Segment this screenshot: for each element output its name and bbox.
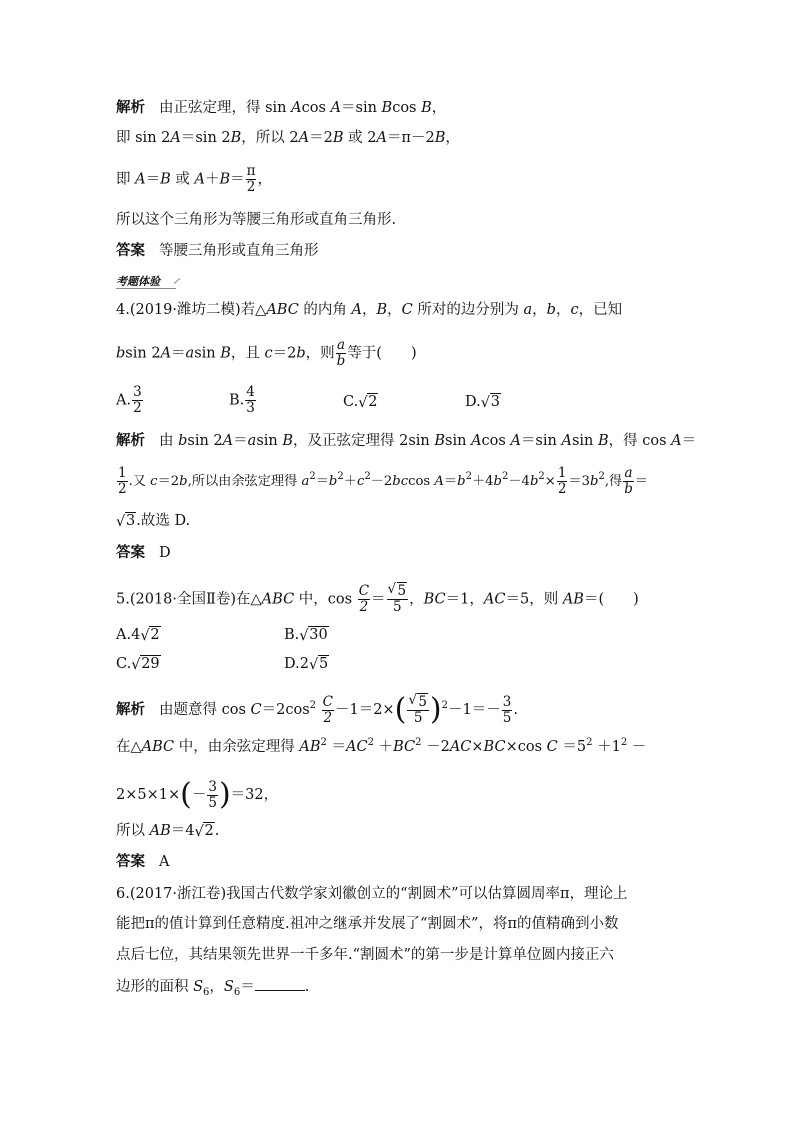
q4-option-b: B. $\frac{4}{3}$ [229, 384, 255, 416]
q4-option-c: C.√ 2 [343, 392, 378, 412]
q4-analysis-line-1: 解析 由 bsin 2A＝asin B，及正弦定理得 2sin Bsin Acos A＝sin Asin B，得 cos A＝ [116, 433, 697, 449]
q5-option-a: A.4√ 2 [116, 625, 161, 645]
q5-analysis-line-3: 2×5×1×(－ $\frac{3}{5}$ )＝32， [116, 777, 279, 812]
analysis-label: 解析 [116, 433, 145, 449]
q5-answer: 答案 A [116, 854, 170, 870]
q6-stem-line-3: 点后七位，其结果领先世界一千多年.“割圆术”的第一步是计算单位圆内接正六 [116, 947, 614, 963]
section-tag-underline [116, 288, 176, 289]
answer-blank[interactable] [255, 976, 305, 991]
q6-stem-line-1: 6.(2017·浙江卷)我国古代数学家刘徽创立的“割圆术”可以估算圆周率π，理论上 [116, 886, 628, 902]
q5-option-b: B.√ 30 [284, 625, 329, 645]
answer-label: 答案 [116, 243, 145, 259]
q3-analysis-line-2: 即 sin 2A＝sin 2B，所以 2A＝2B 或 2A＝π－2B， [116, 130, 460, 146]
q4-answer: 答案 D [116, 545, 171, 561]
q4-analysis-line-3: √ 3.故选 D. [116, 511, 190, 531]
section-tag: 考题体验 [116, 275, 160, 288]
q3-answer: 答案 等腰三角形或直角三角形 [116, 243, 319, 259]
q4-option-a: A. $\frac{3}{2}$ [116, 384, 142, 416]
q3-analysis-line-3: 即 A＝B 或 A＋B＝ $\frac{\pi}{2}$ ， [116, 163, 272, 195]
q4-option-d: D.√ 3 [465, 392, 501, 412]
q4-stem-line-1: 4.(2019·潍坊二模)若△ABC 的内角 A，B，C 所对的边分别为 a，b，c，已知 [116, 302, 623, 318]
q5-analysis-line-4: 所以 AB＝4√ 2. [116, 821, 219, 841]
analysis-label: 解析 [116, 100, 145, 116]
analysis-label: 解析 [116, 702, 145, 718]
q3-analysis-line-1: 解析 由正弦定理，得 sin Acos A＝sin Bcos B， [116, 100, 447, 116]
q5-analysis-line-1: 解析 由题意得 $\cos C=2\cos^2$ $\frac{C}{2}$ －1＝2×( √ $\frac{5}{5}$ )$^2$－1＝－ $\frac{3}{5}$ . [116, 692, 518, 728]
q5-option-c: C.√ 29 [116, 654, 161, 674]
q6-stem-line-2: 能把π的值计算到任意精度.祖冲之继承并发展了“割圆术”，将π的值精确到小数 [116, 916, 619, 932]
q5-stem: 5.(2018·全国Ⅱ卷)在△ABC 中，cos $\frac{C}{2}$ ＝ √ $\frac{5}{5}$ ，BC＝1，AC＝5，则 AB＝( ) [116, 584, 639, 615]
answer-label: 答案 [116, 854, 145, 870]
q3-analysis-line-4: 所以这个三角形为等腰三角形或直角三角形. [116, 212, 397, 228]
q5-option-d: D.2√ 5 [284, 654, 329, 674]
answer-label: 答案 [116, 545, 145, 561]
fraction: $\frac{\pi}{2}$ [246, 163, 256, 195]
q5-analysis-line-2: 在△ABC 中，由余弦定理得 $AB^2 =AC^2 +BC^2 -2AC\times BC\times\cos$ $C =5^2 +1^2$ － [116, 737, 647, 755]
q6-stem-line-4: 边形的面积 $S_6$，$S_6=$ . [116, 976, 309, 997]
q4-analysis-line-2: $\frac{1}{2}$ .又 c＝2b,所以由余弦定理得 $a^2=b^2+c^2-2bccos$ $A=b^2+4b^2-4b^2\times$ $\frac{1}{2}$ $=3b^2$,得 $\frac{a}{b}$ ＝ [118, 465, 649, 497]
q4-stem-line-2: bsin 2A＝asin B，且 c＝2b，则 $\frac{a}{b}$ 等于( ) [116, 337, 417, 369]
